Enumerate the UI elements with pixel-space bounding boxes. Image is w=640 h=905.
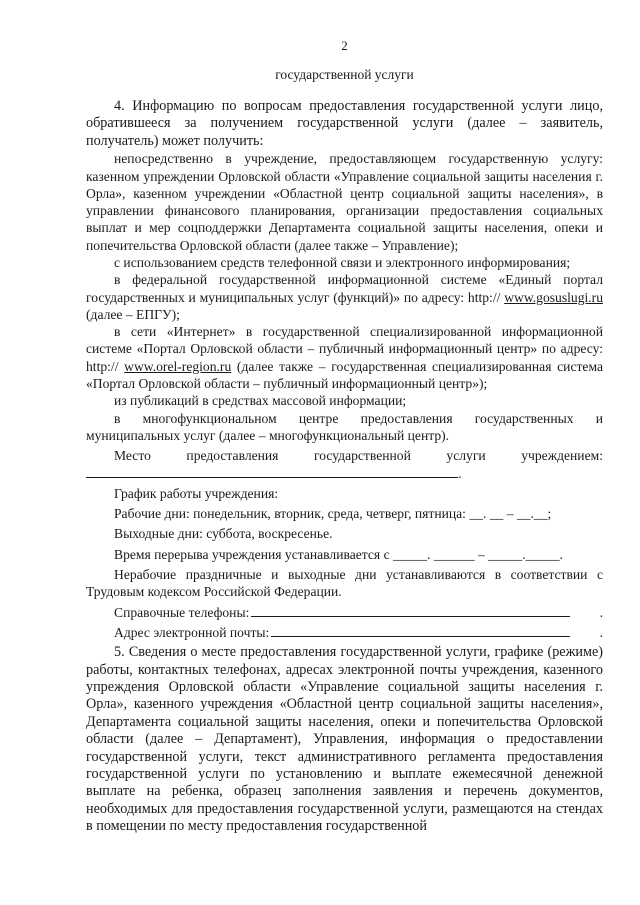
paragraph-place: Место предоставления государственной услуги учреждением:: [114, 448, 603, 464]
reference-phones-row: [86, 604, 603, 621]
paragraph-weekends: Выходные дни: суббота, воскресенье.: [114, 526, 333, 542]
paragraph-mfc: в многофункциональном центре предоставления государственных и муниципальных услуг (далее – многофункциональный центр).: [86, 410, 603, 443]
paragraph-5: 5. Сведения о месте предоставления государственной услуги, графике (режиме) работы, контактных телефонах, адресах электронной почты учреждения, казенного упреждения Орловской области «Управление социальной защиты населения г. Орла», казенного учреждения «Областной центр социальной защиты населения», Департамента социальной защиты населения, опеки и попечительства Орловской области (далее – Департамент), Управления, информация о предоставлении государственной услуги, текст административного регламента предоставления государственной услуги по установлению и выплате ежемесячной денежной выплате на ребенка, образец заполнения заявления и перечень документов, необходимых для предоставления государственной услуги, размещаются на стендах в помещении по месту предоставления государственной: [86, 644, 603, 835]
paragraph-phone: с использованием средств телефонной связи и электронного информирования;: [114, 255, 571, 270]
email-row: [86, 624, 603, 641]
paragraph-schedule: График работы учреждения:: [114, 485, 279, 501]
epgu-text-after: (далее – ЕПГУ);: [86, 306, 180, 322]
place-blank-line: [86, 467, 458, 478]
paragraph-media: из публикаций в средствах массовой информации;: [114, 393, 407, 409]
email-end: .: [599, 624, 603, 640]
reference-phones-line: [251, 605, 569, 617]
epgu-link[interactable]: www.gosuslugi.ru: [504, 289, 603, 305]
place-blank-end: .: [458, 465, 462, 481]
reference-phones-label: Справочные телефоны:: [114, 604, 250, 620]
page-number: 2: [341, 38, 348, 53]
orel-region-link[interactable]: www.orel-region.ru: [124, 358, 232, 374]
page-header: государственной услуги: [275, 67, 414, 82]
email-line: [271, 625, 569, 637]
paragraph-workdays: Рабочие дни: понедельник, вторник, среда, четверг, пятница: __. __ – __.__;: [114, 506, 552, 522]
epgu-text-before: в федеральной государственной информационной системе «Единый портал государственных и муниципальных услуг (функций)» по адресу: http://: [86, 272, 603, 305]
paragraph-4-intro: 4. Информацию по вопросам предоставления государственной услуги лицо, обратившееся за получением государственной услуги (далее – заявитель, получатель) может получить:: [86, 98, 603, 149]
paragraph-epgu: [86, 271, 603, 323]
email-label: Адрес электронной почты:: [114, 624, 270, 640]
place-blank: [86, 465, 603, 482]
paragraph-holidays: Нерабочие праздничные и выходные дни устанавливаются в соответствии с Трудовым кодексом Российской Федерации.: [86, 567, 603, 600]
internet-text-after: (далее также – государственная специализированная система «Портал Орловской области – публичный информационный центр»);: [86, 358, 603, 392]
paragraph-break: Время перерыва учреждения устанавливается с _____. ______ – _____._____.: [114, 546, 563, 562]
paragraph-internet: [86, 323, 603, 392]
reference-phones-end: .: [599, 604, 603, 620]
internet-text-before: в сети «Интернет» в государственной специализированной информационной системе «Портал Орловской области – публичный информационный центр» по адресу: http://: [86, 324, 603, 374]
paragraph-direct: непосредственно в учреждение, предоставляющем государственную услугу: казенном упреждении Орловской области «Управление социальной защиты населения г. Орла», казенном учреждении «Областной центр социальной защиты населения», в управлении финансового планирования, организации предоставления социальных выплат и мер соцподдержки Департамента социальной защиты населения, опеки и попечительства Орловской области (далее также – Управление);: [86, 151, 603, 253]
